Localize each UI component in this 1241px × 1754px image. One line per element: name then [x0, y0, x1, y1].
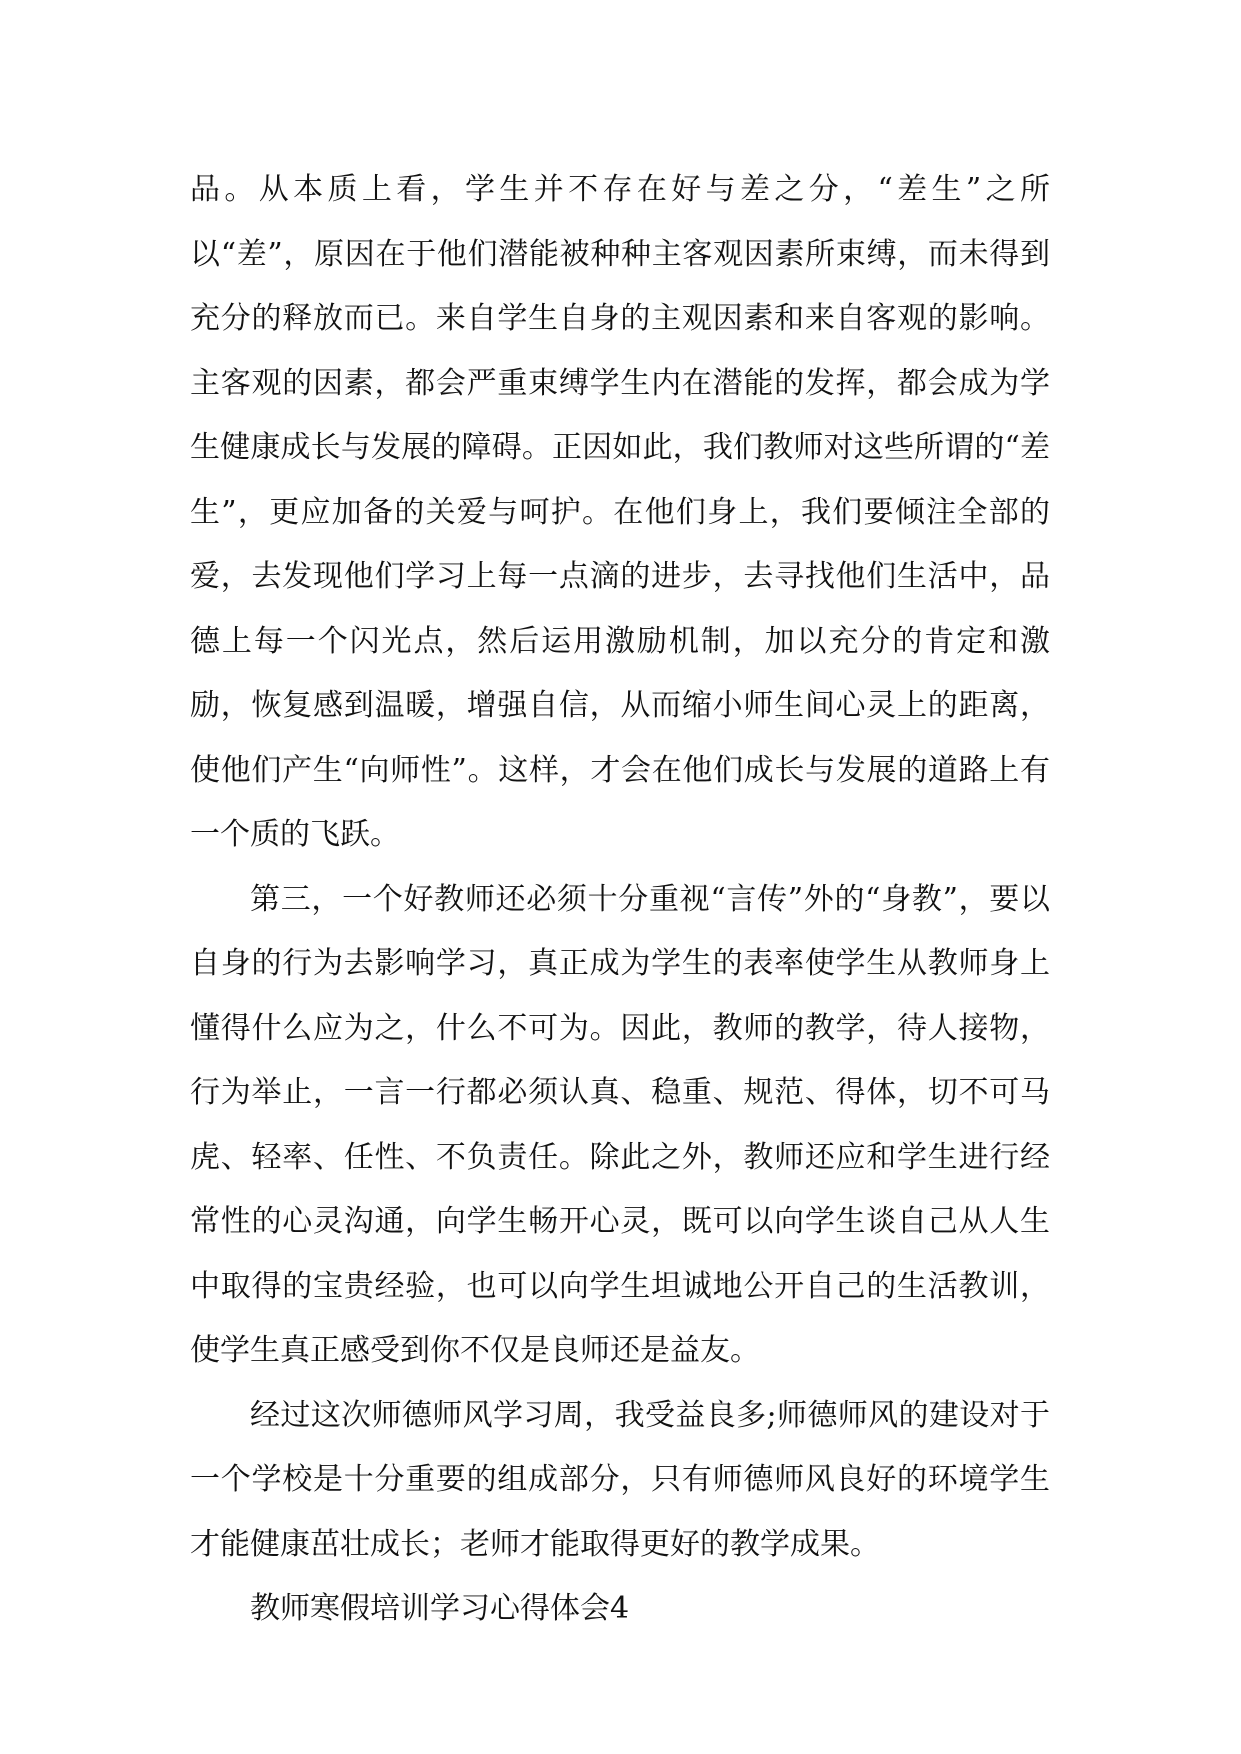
paragraph-third-point: 第三，一个好教师还必须十分重视“言传”外的“身教”，要以自身的行为去影响学习，真正成为学生的表率使学生从教师身上懂得什么应为之，什么不可为。因此，教师的教学，待人接物，行为举止，一言一行都必须认真、稳重、规范、得体，切不可马虎、轻率、任性、不负责任。除此之外，教师还应和学生进行经常性的心灵沟通，向学生畅开心灵，既可以向学生谈自己从人生中取得的宝贵经验，也可以向学生坦诚地公开自己的生活教训，使学生真正感受到你不仅是良师还是益友。: [190, 881, 1050, 1368]
paragraph-continuation: 品。从本质上看，学生并不存在好与差之分，“差生”之所以“差”，原因在于他们潜能被种种主客观因素所束缚，而未得到充分的释放而已。来自学生自身的主观因素和来自客观的影响。主客观的因素，都会严重束缚学生内在潜能的发挥，都会成为学生健康成长与发展的障碍。正因如此，我们教师对这些所谓的“差生”，更应加备的关爱与呵护。在他们身上，我们要倾注全部的爱，去发现他们学习上每一点滴的进步，去寻找他们生活中，品德上每一个闪光点，然后运用激励机制，加以充分的肯定和激励，恢复感到温暖，增强自信，从而缩小师生间心灵上的距离，使他们产生“向师性”。这样，才会在他们成长与发展的道路上有一个质的飞跃。: [190, 172, 1050, 852]
document-body: [190, 158, 1050, 1642]
section-heading: 教师寒假培训学习心得体会4: [250, 1591, 630, 1626]
paragraph-conclusion: 经过这次师德师风学习周，我受益良多;师德师风的建设对于一个学校是十分重要的组成部分，只有师德师风良好的环境学生才能健康茁壮成长；老师才能取得更好的教学成果。: [190, 1397, 1050, 1562]
